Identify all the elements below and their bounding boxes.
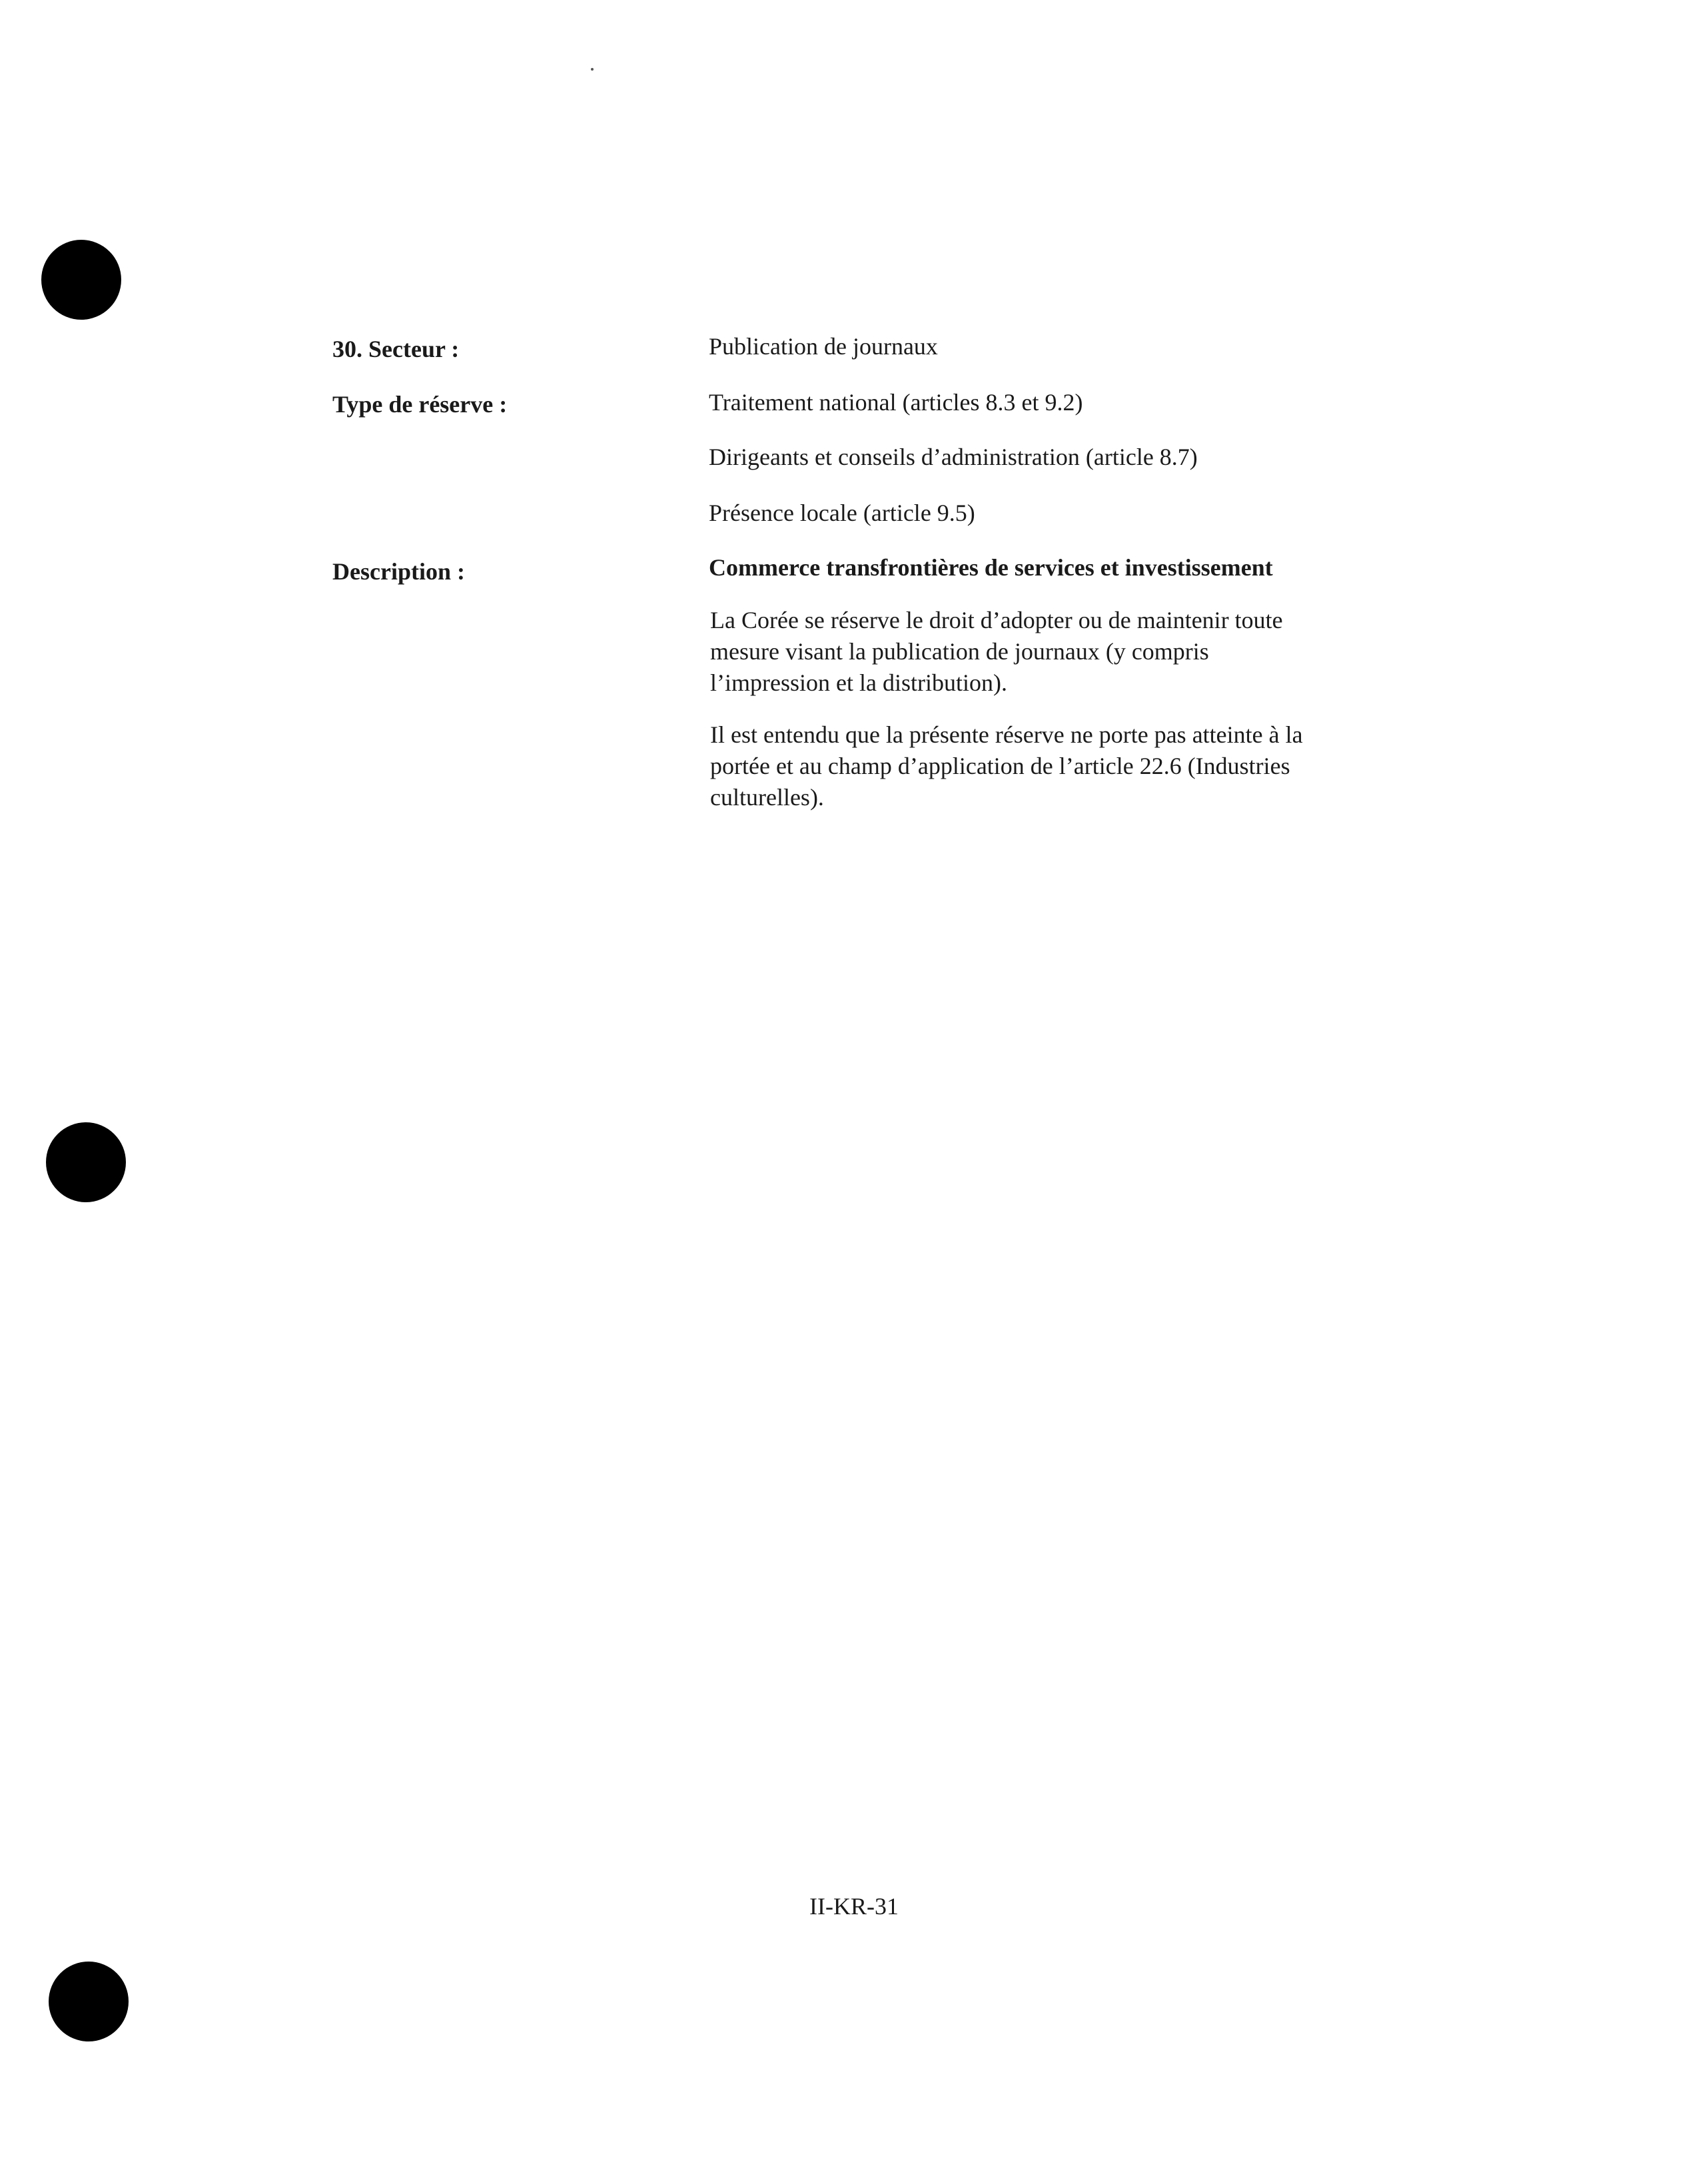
reservation-type-label: Type de réserve : xyxy=(332,391,508,418)
paragraph-line: culturelles). xyxy=(710,784,824,811)
description-paragraph xyxy=(710,719,1376,813)
paragraph-line: Il est entendu que la présente réserve ne porte pas atteinte à la xyxy=(710,721,1303,748)
binder-punch-hole xyxy=(41,240,121,320)
paragraph-line: l’impression et la distribution). xyxy=(710,669,1007,696)
description-label: Description : xyxy=(332,558,465,585)
reservation-type-item: Dirigeants et conseils d’administration (article 8.7) xyxy=(709,444,1198,470)
paragraph-line: mesure visant la publication de journaux (y compris xyxy=(710,638,1209,665)
reservation-type-item: Présence locale (article 9.5) xyxy=(709,500,975,526)
description-heading: Commerce transfrontières de services et investissement xyxy=(709,554,1273,581)
paragraph-line: portée et au champ d’application de l’article 22.6 (Industries xyxy=(710,753,1290,779)
page-number: II-KR-31 xyxy=(809,1893,899,1920)
sector-label: 30. Secteur : xyxy=(332,336,460,362)
binder-punch-hole xyxy=(49,1962,129,2041)
reservation-type-item: Traitement national (articles 8.3 et 9.2) xyxy=(709,389,1083,416)
description-paragraph xyxy=(710,605,1376,699)
scan-speck xyxy=(591,68,594,71)
sector-value: Publication de journaux xyxy=(709,333,938,360)
paragraph-line: La Corée se réserve le droit d’adopter ou de maintenir toute xyxy=(710,607,1283,633)
binder-punch-hole xyxy=(46,1122,126,1202)
